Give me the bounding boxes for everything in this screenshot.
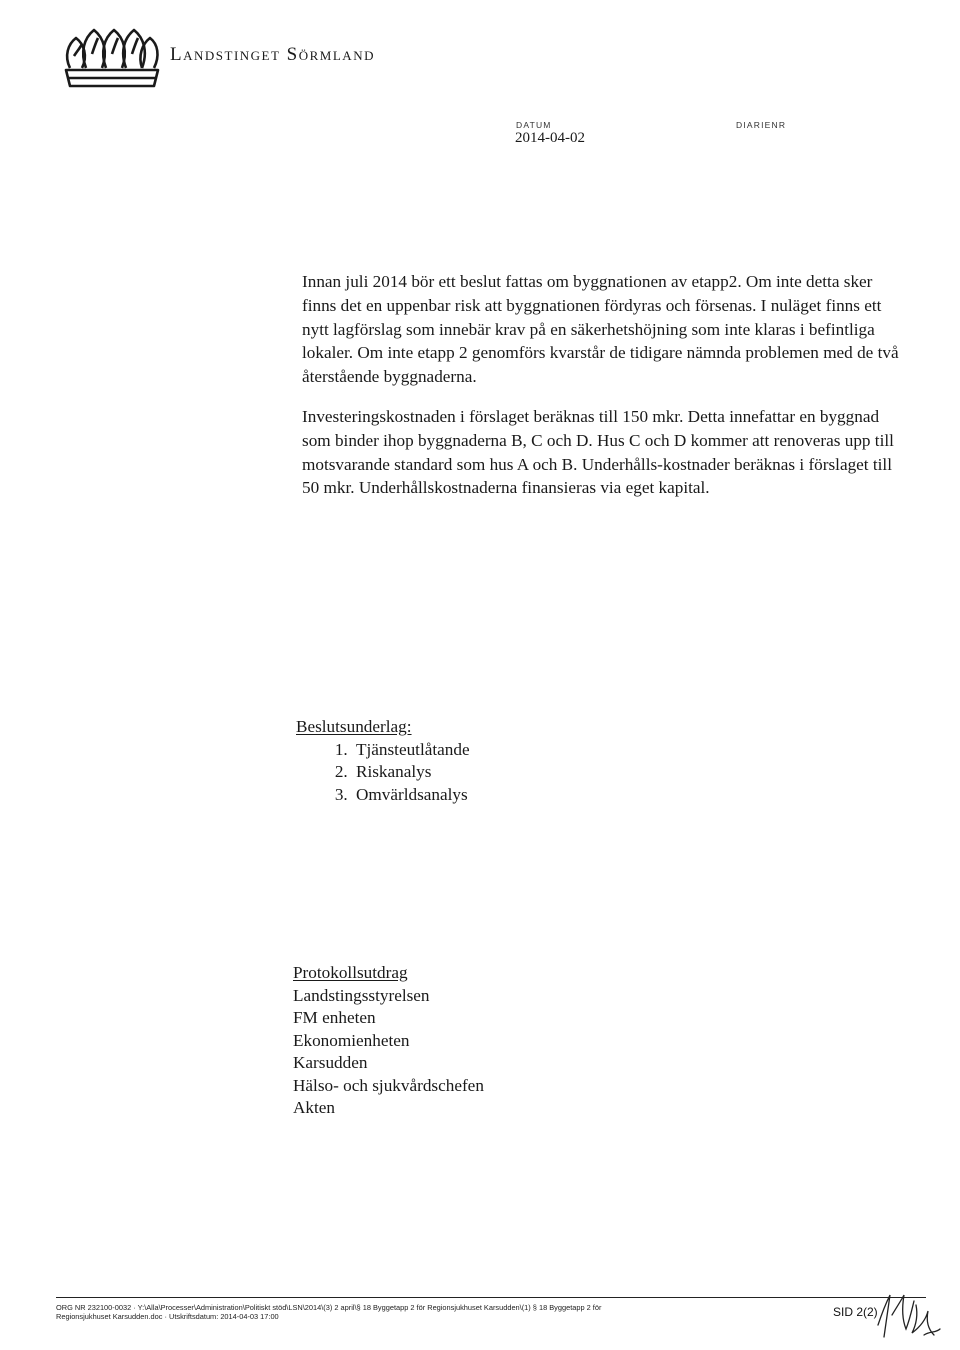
document-date: 2014-04-02 [515,130,585,146]
list-item: 2. Riskanalys [352,761,470,784]
decision-basis-title: Beslutsunderlag: [296,717,412,736]
crown-logo-icon [62,26,162,92]
minutes-extract-title: Protokollsutdrag [293,963,408,982]
date-label: DATUM [516,120,552,130]
minutes-extract-section [293,962,484,1120]
list-item: Akten [293,1098,336,1117]
handwritten-signature-icon [872,1285,944,1347]
list-item: Karsudden [293,1053,368,1072]
decision-basis-list [296,739,470,807]
list-item: 3. Omvärldsanalys [352,784,470,807]
page-number: SID 2(2) [833,1305,878,1319]
body-paragraph-2: Investeringskostnaden i förslaget beräknas till 150 mkr. Detta innefattar en byggnad som binder ihop byggnaderna B, C och D. Hus C och D kommer att renoveras upp till motsvarande standard som hus A och B. Underhålls-kostnader beräknas i förslaget till 50 mkr. Underhållskostnaderna finansieras via eget kapital. [302,407,894,498]
body-paragraph-1: Innan juli 2014 bör ett beslut fattas om byggnationen av etapp2. Om inte detta sker finns det en uppenbar risk att byggnationen fördyras och försenas. I nuläget finns ett nytt lagförslag som innebär krav på en säkerhetshöjning som inte klaras i befintliga lokaler. Om inte etapp 2 genomförs kvarstår de tidigare nämnda problemen med de två återstående byggnaderna. [302,272,899,387]
decision-basis-section [296,716,470,806]
list-item: Ekonomienheten [293,1030,410,1050]
list-item: FM enheten [293,1008,376,1027]
recipient-list [293,985,484,1120]
footer-file-path: ORG NR 232100-0032 · Y:\Alla\Processer\Administration\Politiskt stöd\LSN\2014\(3) 2 april\§ 18 Byggetapp 2 för Regionsjukhuset Karsudden\(1) § 18 Byggetapp 2 för [56,1303,602,1312]
list-item: Landstingsstyrelsen [293,985,430,1005]
list-item: 1. Tjänsteutlåtande [352,739,470,762]
list-item: Hälso- och sjukvårdschefen [293,1075,484,1095]
footer-print-date: Regionsjukhuset Karsudden.doc · Utskriftsdatum: 2014-04-03 17:00 [56,1312,279,1321]
registration-number-label: DIARIENR [736,120,787,130]
organization-name: Landstinget Sörmland [170,44,375,65]
footer-divider [56,1297,926,1298]
